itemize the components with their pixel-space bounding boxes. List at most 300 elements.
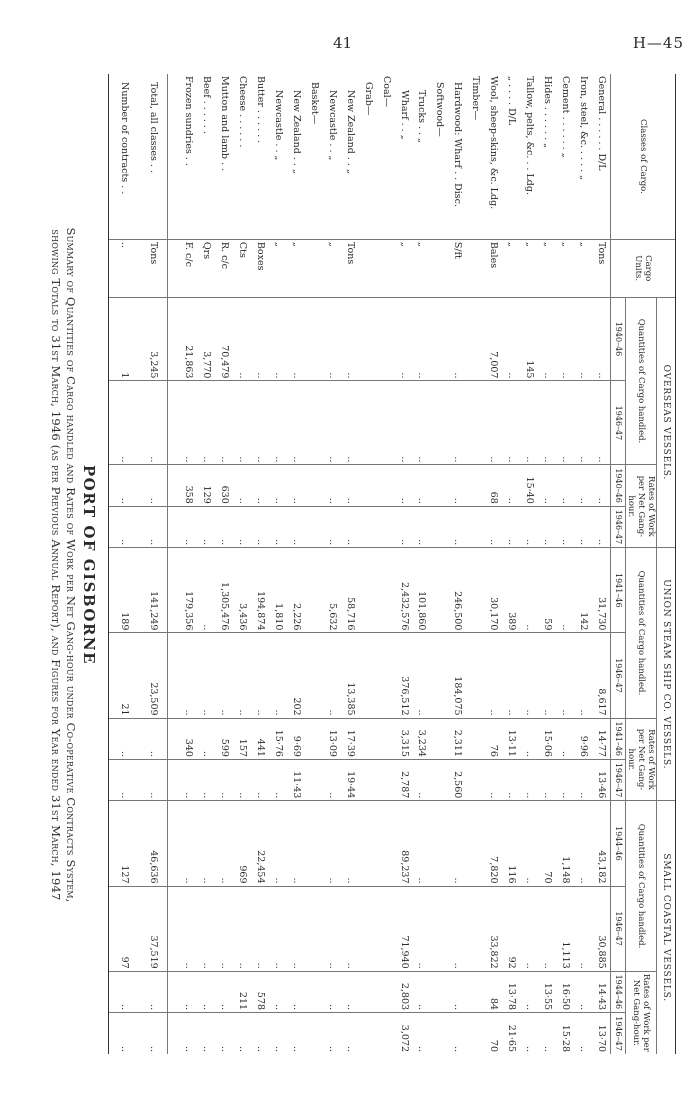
value-cell: .. [484, 381, 502, 465]
cargo-class-cell: New Zealand . . „ [344, 90, 356, 174]
value-cell: 13·09 [323, 718, 341, 759]
value-cell: .. [109, 506, 139, 547]
value-cell [377, 548, 395, 633]
value-cell: .. [341, 506, 359, 547]
value-cell: .. [179, 971, 197, 1012]
classes-header: Classes of Cargo. [611, 74, 676, 239]
value-cell: .. [197, 381, 215, 465]
value-cell: .. [502, 633, 520, 718]
small-rates-header: Rates of Work per Net Gang-hour. [626, 971, 657, 1054]
value-cell: .. [251, 886, 269, 971]
cargo-units-cell [430, 239, 448, 297]
value-cell: .. [341, 971, 359, 1012]
table-row [179, 74, 197, 1054]
value-cell [359, 381, 377, 465]
value-cell: .. [197, 718, 215, 759]
value-cell: 31,730 [592, 548, 611, 633]
cargo-units-cell: „ [287, 239, 305, 297]
cargo-class-cell: Wool, sheep-skins, &c. Ldg. [488, 76, 500, 210]
value-cell: .. [412, 759, 430, 800]
value-cell: .. [215, 633, 233, 718]
value-cell [430, 801, 448, 886]
value-cell: .. [138, 506, 168, 547]
cargo-units-cell: Boxes [251, 239, 269, 297]
table-row [197, 74, 215, 1054]
value-cell [359, 718, 377, 759]
value-cell: .. [109, 759, 139, 800]
value-cell: .. [287, 801, 305, 886]
value-cell: .. [197, 801, 215, 886]
spacer-cell [168, 74, 180, 239]
cargo-units-cell: Tons [138, 239, 168, 297]
value-cell [377, 465, 395, 506]
value-cell: 15·28 [556, 1013, 574, 1054]
value-cell [377, 633, 395, 718]
value-cell [430, 886, 448, 971]
spacer-cell [168, 1013, 180, 1054]
value-cell: .. [269, 381, 287, 465]
value-cell: .. [197, 759, 215, 800]
value-cell: .. [448, 886, 466, 971]
value-cell [430, 465, 448, 506]
value-cell: .. [520, 971, 538, 1012]
value-cell [305, 1013, 323, 1054]
value-cell: .. [323, 633, 341, 718]
value-cell: .. [138, 718, 168, 759]
cargo-units-cell: „ [395, 239, 413, 297]
value-cell: 30,885 [592, 886, 611, 971]
value-cell: 97 [109, 886, 139, 971]
value-cell [359, 465, 377, 506]
value-cell: .. [215, 506, 233, 547]
value-cell: .. [448, 506, 466, 547]
value-cell: 30,170 [484, 548, 502, 633]
value-cell: 3,770 [197, 297, 215, 381]
spacer-cell [168, 381, 180, 465]
value-cell: .. [574, 801, 592, 886]
value-cell [466, 801, 484, 886]
value-cell [430, 971, 448, 1012]
value-cell: .. [395, 381, 413, 465]
value-cell [466, 633, 484, 718]
value-cell [359, 759, 377, 800]
table-row [359, 74, 377, 1054]
value-cell: .. [287, 297, 305, 381]
value-cell: 129 [197, 465, 215, 506]
value-cell: .. [251, 465, 269, 506]
value-cell: .. [197, 633, 215, 718]
value-cell: 13·46 [592, 759, 611, 800]
value-cell: 3,315 [395, 718, 413, 759]
value-cell: .. [287, 1013, 305, 1054]
value-cell: .. [323, 465, 341, 506]
year-header: 1946–47 [611, 886, 626, 971]
value-cell [359, 1013, 377, 1054]
spacer-cell [168, 886, 180, 971]
page-number: 41 [333, 34, 353, 52]
value-cell: 142 [574, 548, 592, 633]
cargo-class-cell: Tallow, pelts, &c. . . Ldg. [523, 76, 535, 195]
value-cell: 3,436 [233, 548, 251, 633]
value-cell: .. [574, 506, 592, 547]
value-cell: .. [109, 971, 139, 1012]
value-cell: .. [538, 886, 556, 971]
value-cell: .. [520, 506, 538, 547]
value-cell: 89,237 [395, 801, 413, 886]
value-cell: 127 [109, 801, 139, 886]
cargo-class-cell: Butter . . . . . . [255, 76, 267, 144]
value-cell [305, 971, 323, 1012]
table-row [233, 74, 251, 1054]
value-cell: 2,432,576 [395, 548, 413, 633]
cargo-units-cell: Bales [484, 239, 502, 297]
value-cell: .. [233, 1013, 251, 1054]
year-header: 1941–46 [611, 718, 626, 759]
value-cell [466, 1013, 484, 1054]
cargo-class-cell: Iron, steel, &c. . . . . „ [577, 76, 589, 181]
value-cell: 1,810 [269, 548, 287, 633]
value-cell [466, 506, 484, 547]
cargo-units-cell: „ [323, 239, 341, 297]
value-cell: .. [556, 548, 574, 633]
value-cell: 15·76 [269, 718, 287, 759]
value-cell [430, 759, 448, 800]
value-cell: .. [412, 465, 430, 506]
value-cell: 184,075 [448, 633, 466, 718]
cargo-class-cell: Total, all classes . . [138, 74, 168, 239]
value-cell: 14·43 [592, 971, 611, 1012]
table-row [484, 74, 502, 1054]
value-cell: 68 [484, 465, 502, 506]
value-cell: .. [538, 465, 556, 506]
value-cell: .. [502, 759, 520, 800]
value-cell: 211 [233, 971, 251, 1012]
table-row [466, 74, 484, 1054]
value-cell: 14·77 [592, 718, 611, 759]
value-cell: .. [269, 886, 287, 971]
cargo-units-cell: .. [109, 239, 139, 297]
value-cell: .. [215, 1013, 233, 1054]
value-cell: .. [138, 1013, 168, 1054]
overseas-rates-header: Rates of Work per Net Gang-hour. [626, 465, 657, 548]
value-cell [359, 801, 377, 886]
value-cell: .. [574, 759, 592, 800]
value-cell [305, 297, 323, 381]
value-cell: 179,356 [179, 548, 197, 633]
cargo-class-cell: Coal— [380, 76, 392, 108]
value-cell [305, 801, 323, 886]
value-cell [466, 548, 484, 633]
value-cell: 21 [109, 633, 139, 718]
value-cell: .. [448, 297, 466, 381]
value-cell: .. [287, 506, 305, 547]
spacer-cell [168, 465, 180, 506]
cargo-units-cell [359, 239, 377, 297]
value-cell: .. [323, 886, 341, 971]
value-cell: .. [179, 506, 197, 547]
value-cell: .. [484, 633, 502, 718]
value-cell: 21,863 [179, 297, 197, 381]
union-quantities-header: Quantities of Cargo handled. [626, 548, 657, 718]
value-cell: .. [233, 506, 251, 547]
year-header: 1946–47 [611, 381, 626, 465]
cargo-units-cell: „ [574, 239, 592, 297]
value-cell: 70 [484, 1013, 502, 1054]
value-cell: .. [520, 381, 538, 465]
cargo-units-cell: „ [538, 239, 556, 297]
value-cell [377, 1013, 395, 1054]
cargo-class-cell: Frozen sundries . . [183, 76, 195, 166]
value-cell: .. [341, 297, 359, 381]
value-cell: .. [109, 381, 139, 465]
value-cell: .. [179, 381, 197, 465]
value-cell: .. [341, 886, 359, 971]
cargo-class-cell: Softwood— [434, 82, 446, 137]
value-cell: 7,820 [484, 801, 502, 886]
value-cell [305, 381, 323, 465]
value-cell: .. [448, 381, 466, 465]
value-cell: .. [538, 759, 556, 800]
value-cell [305, 465, 323, 506]
value-cell [430, 506, 448, 547]
value-cell: 1 [109, 297, 139, 381]
value-cell: 70 [538, 801, 556, 886]
value-cell [377, 381, 395, 465]
value-cell: 1,305,476 [215, 548, 233, 633]
value-cell: 2,560 [448, 759, 466, 800]
value-cell: 101,860 [412, 548, 430, 633]
value-cell: 3,234 [412, 718, 430, 759]
value-cell: 13·55 [538, 971, 556, 1012]
value-cell: .. [323, 759, 341, 800]
table-row [502, 74, 520, 1054]
value-cell: .. [251, 1013, 269, 1054]
value-cell: .. [412, 1013, 430, 1054]
value-cell [377, 759, 395, 800]
value-cell: .. [520, 1013, 538, 1054]
value-cell: .. [197, 506, 215, 547]
value-cell: .. [179, 759, 197, 800]
value-cell: 1,148 [556, 801, 574, 886]
value-cell: .. [269, 759, 287, 800]
value-cell: 21·65 [502, 1013, 520, 1054]
page-reference: H—45 [632, 34, 684, 52]
value-cell [466, 971, 484, 1012]
value-cell: .. [179, 886, 197, 971]
value-cell: 441 [251, 718, 269, 759]
value-cell: .. [556, 718, 574, 759]
table-row [269, 74, 287, 1054]
table-row [287, 74, 305, 1054]
cargo-units-cell: Tons [341, 239, 359, 297]
cargo-class-cell: Newcastle . . „ [326, 90, 338, 161]
value-cell: 22,454 [251, 801, 269, 886]
value-cell: 19·44 [341, 759, 359, 800]
cargo-class-cell: Number of contracts . . [109, 74, 139, 239]
value-cell: 13·11 [502, 718, 520, 759]
value-cell [430, 718, 448, 759]
value-cell: .. [215, 801, 233, 886]
page-header [0, 34, 700, 54]
year-header: 1940–46 [611, 465, 626, 506]
value-cell: .. [233, 759, 251, 800]
value-cell: 2,803 [395, 971, 413, 1012]
year-header: 1946–47 [611, 506, 626, 547]
value-cell [377, 971, 395, 1012]
cargo-units-cell: Qrs [197, 239, 215, 297]
cargo-units-cell [466, 239, 484, 297]
value-cell: .. [538, 381, 556, 465]
value-cell: .. [197, 971, 215, 1012]
value-cell: .. [574, 465, 592, 506]
value-cell: .. [520, 886, 538, 971]
table-row [412, 74, 430, 1054]
year-header: 1946–47 [611, 759, 626, 800]
value-cell: 969 [233, 801, 251, 886]
value-cell: .. [269, 971, 287, 1012]
value-cell: .. [323, 1013, 341, 1054]
value-cell: .. [323, 297, 341, 381]
value-cell: 376,512 [395, 633, 413, 718]
cargo-class-cell: Wharf . . „ [398, 90, 410, 140]
value-cell [359, 971, 377, 1012]
value-cell: .. [233, 886, 251, 971]
value-cell: .. [574, 1013, 592, 1054]
value-cell: 2,226 [287, 548, 305, 633]
cargo-units-cell: „ [269, 239, 287, 297]
cargo-class-cell: Cheese . . . . . . [237, 76, 249, 148]
table-row [395, 74, 413, 1054]
cargo-class-cell: Mutton and lamb . . [219, 76, 231, 172]
value-cell [430, 381, 448, 465]
value-cell: .. [138, 971, 168, 1012]
spacer-cell [168, 759, 180, 800]
table-row [377, 74, 395, 1054]
value-cell: .. [287, 971, 305, 1012]
value-cell [377, 801, 395, 886]
value-cell: .. [574, 297, 592, 381]
contracts-row [109, 74, 139, 1054]
header-row-groups [657, 74, 676, 1054]
value-cell: 58,716 [341, 548, 359, 633]
value-cell [466, 886, 484, 971]
value-cell: .. [215, 886, 233, 971]
value-cell [377, 886, 395, 971]
table-row [305, 74, 323, 1054]
value-cell: 3,072 [395, 1013, 413, 1054]
value-cell: .. [520, 548, 538, 633]
value-cell: 194,874 [251, 548, 269, 633]
cargo-class-cell: Trucks . . „ [416, 90, 428, 143]
value-cell: .. [323, 801, 341, 886]
value-cell: 15·40 [520, 465, 538, 506]
value-cell: 599 [215, 718, 233, 759]
table-row [430, 74, 448, 1054]
year-header: 1946–47 [611, 633, 626, 718]
value-cell: .. [520, 801, 538, 886]
cargo-units-cell [305, 239, 323, 297]
value-cell: 46,636 [138, 801, 168, 886]
overseas-quantities-header: Quantities of Cargo handled. [626, 297, 657, 465]
value-cell: .. [412, 886, 430, 971]
value-cell: .. [251, 506, 269, 547]
cargo-units-cell: „ [556, 239, 574, 297]
value-cell: .. [179, 633, 197, 718]
value-cell: 202 [287, 633, 305, 718]
value-cell: 9·69 [287, 718, 305, 759]
value-cell [305, 759, 323, 800]
value-cell: .. [138, 759, 168, 800]
value-cell: .. [341, 1013, 359, 1054]
value-cell: .. [197, 1013, 215, 1054]
value-cell: 5,632 [323, 548, 341, 633]
value-cell: .. [197, 548, 215, 633]
value-cell: .. [323, 381, 341, 465]
value-cell: .. [251, 759, 269, 800]
units-header: Cargo Units. [611, 239, 676, 297]
value-cell: 3,245 [138, 297, 168, 381]
value-cell: .. [233, 381, 251, 465]
table-row [323, 74, 341, 1054]
value-cell: .. [138, 465, 168, 506]
value-cell: .. [109, 465, 139, 506]
value-cell: 8,617 [592, 633, 611, 718]
value-cell: 17·39 [341, 718, 359, 759]
value-cell: .. [251, 633, 269, 718]
value-cell: 116 [502, 801, 520, 886]
value-cell: 145 [520, 297, 538, 381]
value-cell: 389 [502, 548, 520, 633]
spacer-cell [168, 297, 180, 381]
value-cell: .. [138, 381, 168, 465]
value-cell: .. [287, 381, 305, 465]
value-cell: .. [574, 971, 592, 1012]
value-cell: .. [269, 801, 287, 886]
value-cell: .. [502, 465, 520, 506]
table-row [574, 74, 592, 1054]
value-cell [466, 465, 484, 506]
value-cell: .. [520, 633, 538, 718]
value-cell: .. [269, 297, 287, 381]
value-cell [430, 548, 448, 633]
value-cell [377, 297, 395, 381]
value-cell: 189 [109, 548, 139, 633]
value-cell: .. [269, 465, 287, 506]
value-cell: .. [395, 465, 413, 506]
value-cell: .. [556, 465, 574, 506]
value-cell: 13·78 [502, 971, 520, 1012]
value-cell: .. [538, 633, 556, 718]
value-cell: .. [412, 801, 430, 886]
table-row [538, 74, 556, 1054]
value-cell: .. [574, 381, 592, 465]
value-cell: .. [538, 506, 556, 547]
cargo-class-cell: General . . . . . . D/L [595, 76, 607, 171]
value-cell: .. [412, 381, 430, 465]
value-cell: .. [556, 381, 574, 465]
cargo-units-cell: „ [412, 239, 430, 297]
value-cell: 43,182 [592, 801, 611, 886]
value-cell: 246,500 [448, 548, 466, 633]
cargo-class-cell: Cement . . . . . . „ [559, 76, 571, 158]
value-cell [359, 633, 377, 718]
value-cell: .. [556, 506, 574, 547]
value-cell: .. [109, 1013, 139, 1054]
value-cell [305, 506, 323, 547]
value-cell: 92 [502, 886, 520, 971]
value-cell: .. [269, 506, 287, 547]
cargo-class-cell: Timber— [470, 76, 482, 121]
